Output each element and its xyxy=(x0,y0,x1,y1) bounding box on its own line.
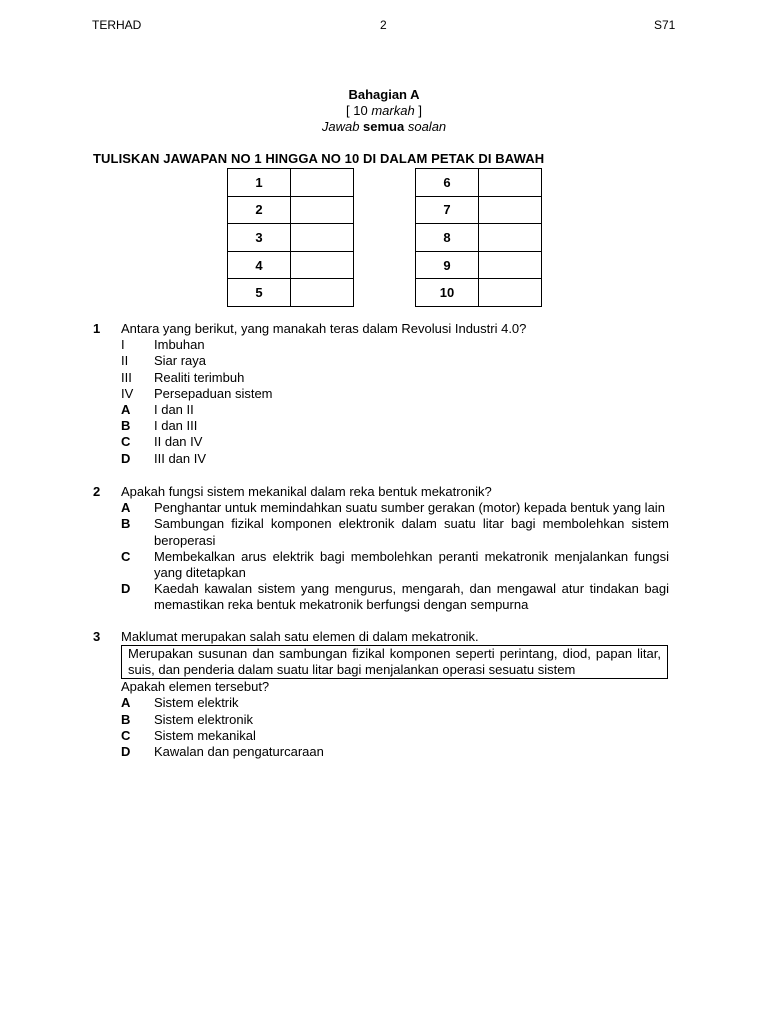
question-text: Maklumat merupakan salah satu elemen di dalam mekatronik. xyxy=(121,629,479,644)
statement-item xyxy=(93,337,669,353)
answer-row xyxy=(416,224,542,252)
answer-number: 1 xyxy=(228,169,291,197)
option-text: Membekalkan arus elektrik bagi membolehkan peranti mekatronik menjalankan fungsi yang ditetapkan xyxy=(154,548,669,581)
answer-number: 8 xyxy=(416,224,479,252)
question-number: 1 xyxy=(93,321,101,336)
answer-box[interactable] xyxy=(479,224,542,252)
question-text: Apakah fungsi sistem mekanikal dalam reka bentuk mekatronik? xyxy=(121,484,492,499)
answer-box[interactable] xyxy=(291,279,354,307)
answer-row xyxy=(416,279,542,307)
answer-row xyxy=(228,169,354,197)
statement-text: Siar raya xyxy=(154,353,207,369)
option-text: I dan III xyxy=(154,418,198,434)
answer-row xyxy=(228,279,354,307)
option-label: A xyxy=(121,402,131,418)
statement-item xyxy=(93,370,669,386)
answer-box[interactable] xyxy=(291,251,354,279)
statement-label: III xyxy=(121,369,132,385)
answer-number: 10 xyxy=(416,279,479,307)
statement-text: Persepaduan sistem xyxy=(154,385,273,401)
answer-number: 4 xyxy=(228,251,291,279)
option-text: Sambungan fizikal komponen elektronik dalam suatu litar bagi membolehkan sistem beroperasi xyxy=(154,516,669,548)
statement-item xyxy=(93,386,669,402)
question-number: 3 xyxy=(93,629,101,644)
section-heading xyxy=(0,87,768,135)
statement-item xyxy=(93,353,669,369)
statement-label: IV xyxy=(121,385,134,401)
page-number: 2 xyxy=(380,18,387,32)
option-label: D xyxy=(121,450,131,466)
paper-code: S71 xyxy=(654,18,676,32)
question-number: 2 xyxy=(93,484,101,499)
answer-box[interactable] xyxy=(291,224,354,252)
answer-number: 2 xyxy=(228,196,291,224)
option-c[interactable] xyxy=(93,434,669,450)
option-a[interactable] xyxy=(93,500,669,516)
statement-label: II xyxy=(121,353,129,369)
option-label: D xyxy=(121,744,131,760)
option-d[interactable] xyxy=(93,744,669,760)
answer-box[interactable] xyxy=(291,196,354,224)
question-1 xyxy=(93,321,669,467)
option-label: B xyxy=(121,516,131,532)
answer-box[interactable] xyxy=(479,196,542,224)
question-prompt-row xyxy=(93,679,669,695)
answer-table-right xyxy=(415,168,542,307)
answer-box[interactable] xyxy=(479,169,542,197)
statement-text: Realiti terimbuh xyxy=(154,369,245,385)
option-label: C xyxy=(121,727,131,743)
question-text: Antara yang berikut, yang manakah teras dalam Revolusi Industri 4.0? xyxy=(121,321,527,336)
question-prompt: Apakah elemen tersebut? xyxy=(121,679,270,695)
option-text: Kawalan dan pengaturcaraan xyxy=(154,744,324,760)
answer-box[interactable] xyxy=(479,279,542,307)
option-label: C xyxy=(121,434,131,450)
answer-box[interactable] xyxy=(291,169,354,197)
option-label: B xyxy=(121,711,131,727)
option-text: Kaedah kawalan sistem yang mengurus, mengarah, dan mengawal atur tindakan bagi memastikan reka bentuk mekatronik berfungsi dengan sempurna xyxy=(154,581,669,613)
question-2 xyxy=(93,484,669,614)
answer-box[interactable] xyxy=(479,251,542,279)
header-classification: TERHAD xyxy=(92,18,142,32)
option-label: B xyxy=(121,418,131,434)
option-a[interactable] xyxy=(93,695,669,711)
answer-number: 5 xyxy=(228,279,291,307)
statement-label: I xyxy=(121,337,125,353)
option-label: A xyxy=(121,500,131,516)
answer-row xyxy=(416,169,542,197)
question-3 xyxy=(93,629,669,760)
statement-text: Imbuhan xyxy=(154,337,205,353)
option-text: III dan IV xyxy=(154,450,207,466)
answer-number: 3 xyxy=(228,224,291,252)
option-d[interactable] xyxy=(93,581,669,613)
section-title: Bahagian A xyxy=(348,87,420,102)
option-label: D xyxy=(121,581,131,597)
option-c[interactable] xyxy=(93,549,669,581)
answer-number: 9 xyxy=(416,251,479,279)
answer-instruction: TULISKAN JAWAPAN NO 1 HINGGA NO 10 DI DALAM PETAK DI BAWAH xyxy=(93,151,545,166)
answer-number: 6 xyxy=(416,169,479,197)
section-instruction: Jawab semua soalan xyxy=(321,119,447,134)
option-d[interactable] xyxy=(93,451,669,467)
option-text: I dan II xyxy=(154,402,194,418)
option-text: Sistem mekanikal xyxy=(154,727,256,743)
answer-row xyxy=(416,251,542,279)
option-text: Sistem elektronik xyxy=(154,711,253,727)
answer-row xyxy=(228,251,354,279)
answer-row xyxy=(416,196,542,224)
option-a[interactable] xyxy=(93,402,669,418)
option-c[interactable] xyxy=(93,728,669,744)
answer-table-left xyxy=(227,168,354,307)
option-b[interactable] xyxy=(93,712,669,728)
info-box: Merupakan susunan dan sambungan fizikal komponen seperti perintang, diod, papan litar, suis, dan penderia dalam suatu litar bagi menjalankan operasi sesuatu sistem xyxy=(121,645,668,679)
answer-row xyxy=(228,224,354,252)
option-text: Penghantar untuk memindahkan suatu sumber gerakan (motor) kepada bentuk yang lain xyxy=(154,500,665,516)
option-text: II dan IV xyxy=(154,434,203,450)
option-b[interactable] xyxy=(93,516,669,548)
option-text: Sistem elektrik xyxy=(154,695,239,711)
section-marks: [ 10 markah ] xyxy=(346,103,422,118)
answer-number: 7 xyxy=(416,196,479,224)
option-label: C xyxy=(121,548,131,564)
option-label: A xyxy=(121,695,131,711)
answer-row xyxy=(228,196,354,224)
option-b[interactable] xyxy=(93,418,669,434)
